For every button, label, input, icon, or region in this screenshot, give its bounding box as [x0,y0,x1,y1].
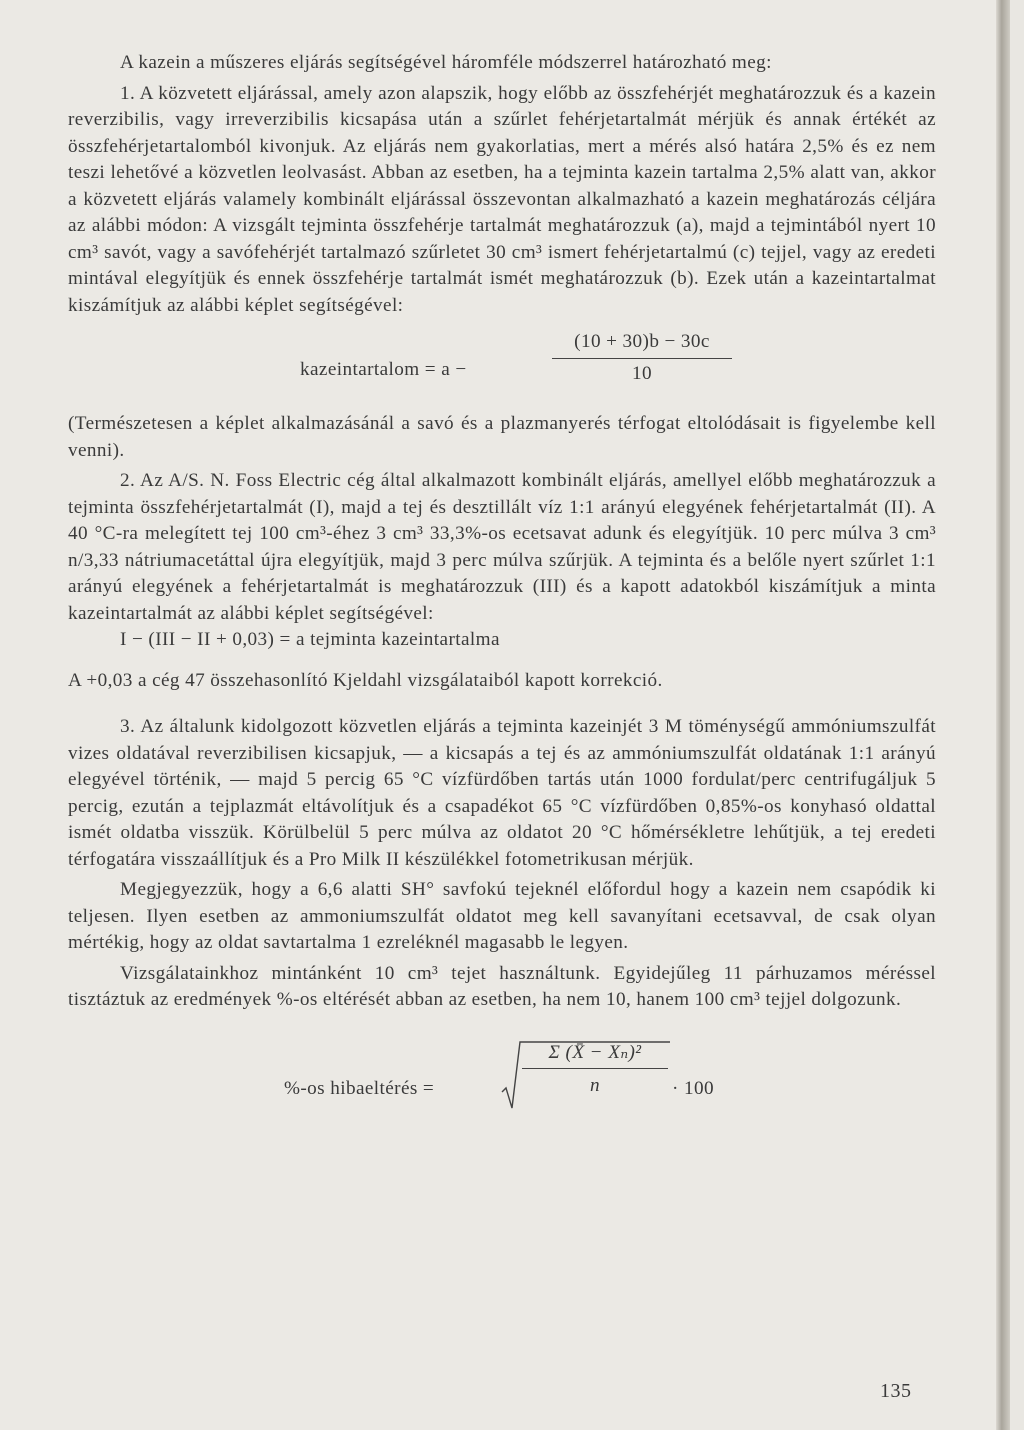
error-formula [68,1034,936,1134]
method-3-paragraph: 3. Az általunk kidolgozott közvetlen eljárás a tejminta kazeinjét 3 M töménységű ammóniumszulfát vizes oldatával reverzibilisen kicsapjuk, — a kicsapás a tej és az ammóniumszulfát oldatának 1:1 arányú elegyével történik, — majd 5 percig 65 °C vízfürdőben tartás után 1000 fordulat/perc centrifugáljuk 5 percig, ezután a tejplazmát eltávolítjuk és a csapadékot 65 °C vízfürdőben 0,85%-os konyhasó oldattal ismét oldatba visszük. Körülbelül 5 perc múlva az oldatot 20 °C hőmérsékletre lehűtjük, a tej eredeti térfogatára visszaállítjuk és a Pro Milk II készülékkel fotometrikusan mérjük. [68,716,936,870]
formula-fraction [552,329,732,387]
method-2-note: A +0,03 a cég 47 összehasonlító Kjeldahl vizsgálataiból kapott korrekció. [68,669,663,691]
foss-formula: I − (III − II + 0,03) = a tejminta kazeintartalma [120,629,500,650]
page-edge [996,0,1010,1430]
formula-denominator: 10 [632,362,652,384]
error-formula-label: %-os hibaeltérés = [284,1077,435,1099]
page-number: 135 [880,1380,912,1402]
error-formula-numerator: Σ (X̄ − Xₙ)² [522,1040,668,1070]
square-root [500,1040,672,1110]
remark-paragraph: Megjegyezzük, hogy a 6,6 alatti SH° savfokú tejeknél előfordul hogy a kazein nem csapódik ki teljesen. Ilyen esetben az ammoniumszulfát oldatot meg kell savanyítani ecetsavval, de csak olyan mértékig, hogy az oldat savtartalma 1 ezreléknél magasabb le legyen. [68,879,936,953]
method-1-paragraph: 1. A közvetett eljárással, amely azon alapszik, hogy előbb az összfehérjét meghatározzuk és a kazein reverzibilis, vagy irreverzibilis kicsapása után a szűrlet fehérjetartalmát mérjük és annak értékét az összfehérjetartalomból kivonjuk. Az eljárás nem gyakorlatias, mert a mérés alsó határa 2,5% és ez nem teszi lehetővé a közvetlen leolvasást. Abban az esetben, ha a tejminta kazein tartalma 2,5% alatt van, akkor a közvetett eljárás valamely kombinált eljárással összevontan alkalmazható a kazein meghatározás céljára az alábbi módon: A vizsgált tejminta összfehérje tartalmát meghatározzuk (a), majd a tejmintából nyert 10 cm³ savót, vagy a savófehérjét tartalmazó szűrletet 30 cm³ ismert fehérjetartalmú (c) tejjel, vagy az eredeti mintával elegyítjük és ennek összfehérje tartalmát ismét meghatározzuk (b). Ezek után a kazeintartalmat kiszámítjuk az alábbi képlet segítségével: [68,82,936,316]
intro-paragraph: A kazein a műszeres eljárás segítségével háromféle módszerrel határozható meg: [120,52,772,73]
error-formula-factor: · 100 [672,1077,714,1099]
method-1-note: (Természetesen a képlet alkalmazásánál a savó és a plazmanyerés térfogat eltolódásait is figyelembe kell venni). [68,413,936,461]
method-2-paragraph: 2. Az A/S. N. Foss Electric cég által alkalmazott kombinált eljárás, amellyel előbb meghatározzuk a tejminta összfehérjetartalmát (I), majd a tej és desztillált víz 1:1 arányú elegyének fehérjetartalmát (II). A 40 °C-ra melegített tej 100 cm³-éhez 3 cm³ 33,3%-os ecetsavat adunk és elegyítjük. 10 perc múlva 3 cm³ n/3,33 nátriumacetáttal újra elegyítjük, majd 3 perc múlva szűrjük. A tejminta és a belőle nyert szűrlet 1:1 arányú elegyének a fehérjetartalmát is meghatározzuk (III) és a kapott adatokból kiszámítjuk a minta kazeintartalmát az alábbi képlet segítségével: [68,470,936,624]
samples-paragraph: Vizsgálatainkhoz mintánként 10 cm³ tejet használtunk. Egyidejűleg 11 párhuzamos méréssel tisztáztuk az eredmények %-os eltérését abban az esetben, ha nem 10, hanem 100 cm³ tejjel dolgozunk. [68,962,936,1010]
formula-numerator: (10 + 30)b − 30c [552,329,732,359]
error-formula-fraction [522,1040,668,1100]
body-text [68,50,936,1134]
error-formula-denominator: n [590,1075,600,1096]
formula-label: kazeintartalom = a − [300,359,467,380]
casein-formula [68,329,936,407]
